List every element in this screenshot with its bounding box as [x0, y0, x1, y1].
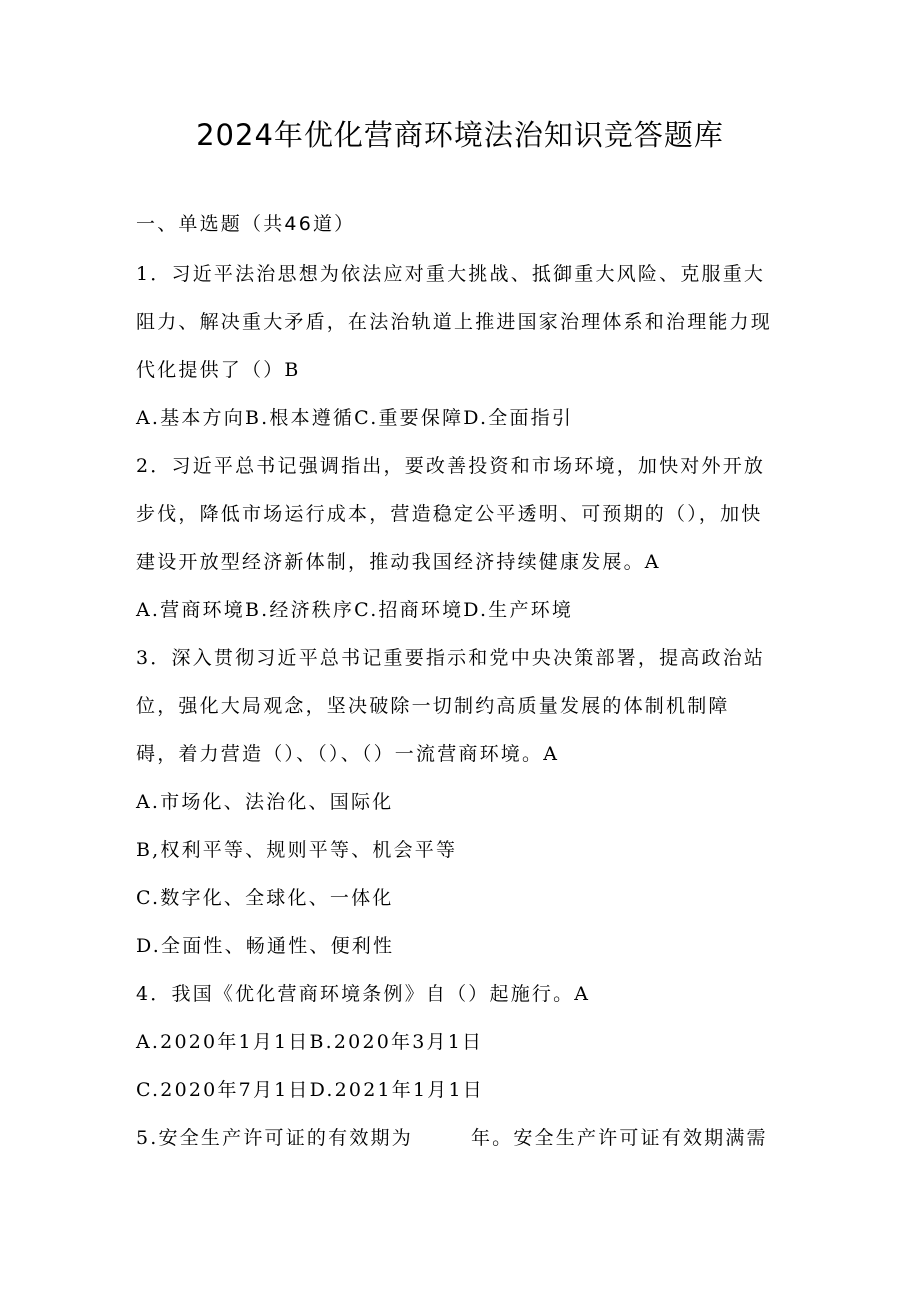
question-3-option-a: A.市场化、法治化、国际化	[136, 791, 394, 813]
question-5-text-before-blank: 5.安全生产许可证的有效期为	[136, 1127, 413, 1149]
question-4-line-1: 4．我国《优化营商环境条例》自（）起施行。A	[136, 983, 591, 1005]
question-1-options: A.基本方向B.根本遵循C.重要保障D.全面指引	[136, 407, 574, 429]
question-2-line-3: 建设开放型经济新体制，推动我国经济持续健康发展。A	[136, 551, 661, 573]
question-3-option-d: D.全面性、畅通性、便利性	[136, 935, 395, 957]
question-5-line-1	[136, 1123, 768, 1153]
question-2-options: A.营商环境B.经济秩序C.招商环境D.生产环境	[136, 599, 574, 621]
section-heading: 一、单选题（共46道）	[136, 213, 356, 235]
question-1-line-2: 阻力、解决重大矛盾，在法治轨道上推进国家治理体系和治理能力现	[136, 311, 773, 333]
question-5-text-after-blank: 年。安全生产许可证有效期满需	[470, 1127, 768, 1149]
question-3-line-1: 3．深入贯彻习近平总书记重要指示和党中央决策部署，提高政治站	[136, 647, 766, 669]
question-3-option-b: B,权利平等、规则平等、机会平等	[136, 839, 458, 861]
document-title: 2024年优化营商环境法治知识竞答题库	[196, 118, 724, 152]
question-2-line-1: 2．习近平总书记强调指出，要改善投资和市场环境，加快对外开放	[136, 455, 766, 477]
question-3-line-2: 位，强化大局观念，坚决破除一切制约高质量发展的体制机制障	[136, 695, 730, 717]
question-4-options-cd: C.2020年7月1日D.2021年1月1日	[136, 1079, 484, 1101]
question-3-line-3: 碍，着力营造（）、（）、（）一流营商环境。A	[136, 743, 560, 765]
question-1-line-1: 1．习近平法治思想为依法应对重大挑战、抵御重大风险、克服重大	[136, 263, 766, 285]
question-3-option-c: C.数字化、全球化、一体化	[136, 887, 394, 909]
question-2-line-2: 步伐，降低市场运行成本，营造稳定公平透明、可预期的（），加快	[136, 503, 763, 525]
question-1-line-3: 代化提供了（）B	[136, 359, 301, 381]
question-4-options-ab: A.2020年1月1日B.2020年3月1日	[136, 1031, 484, 1053]
